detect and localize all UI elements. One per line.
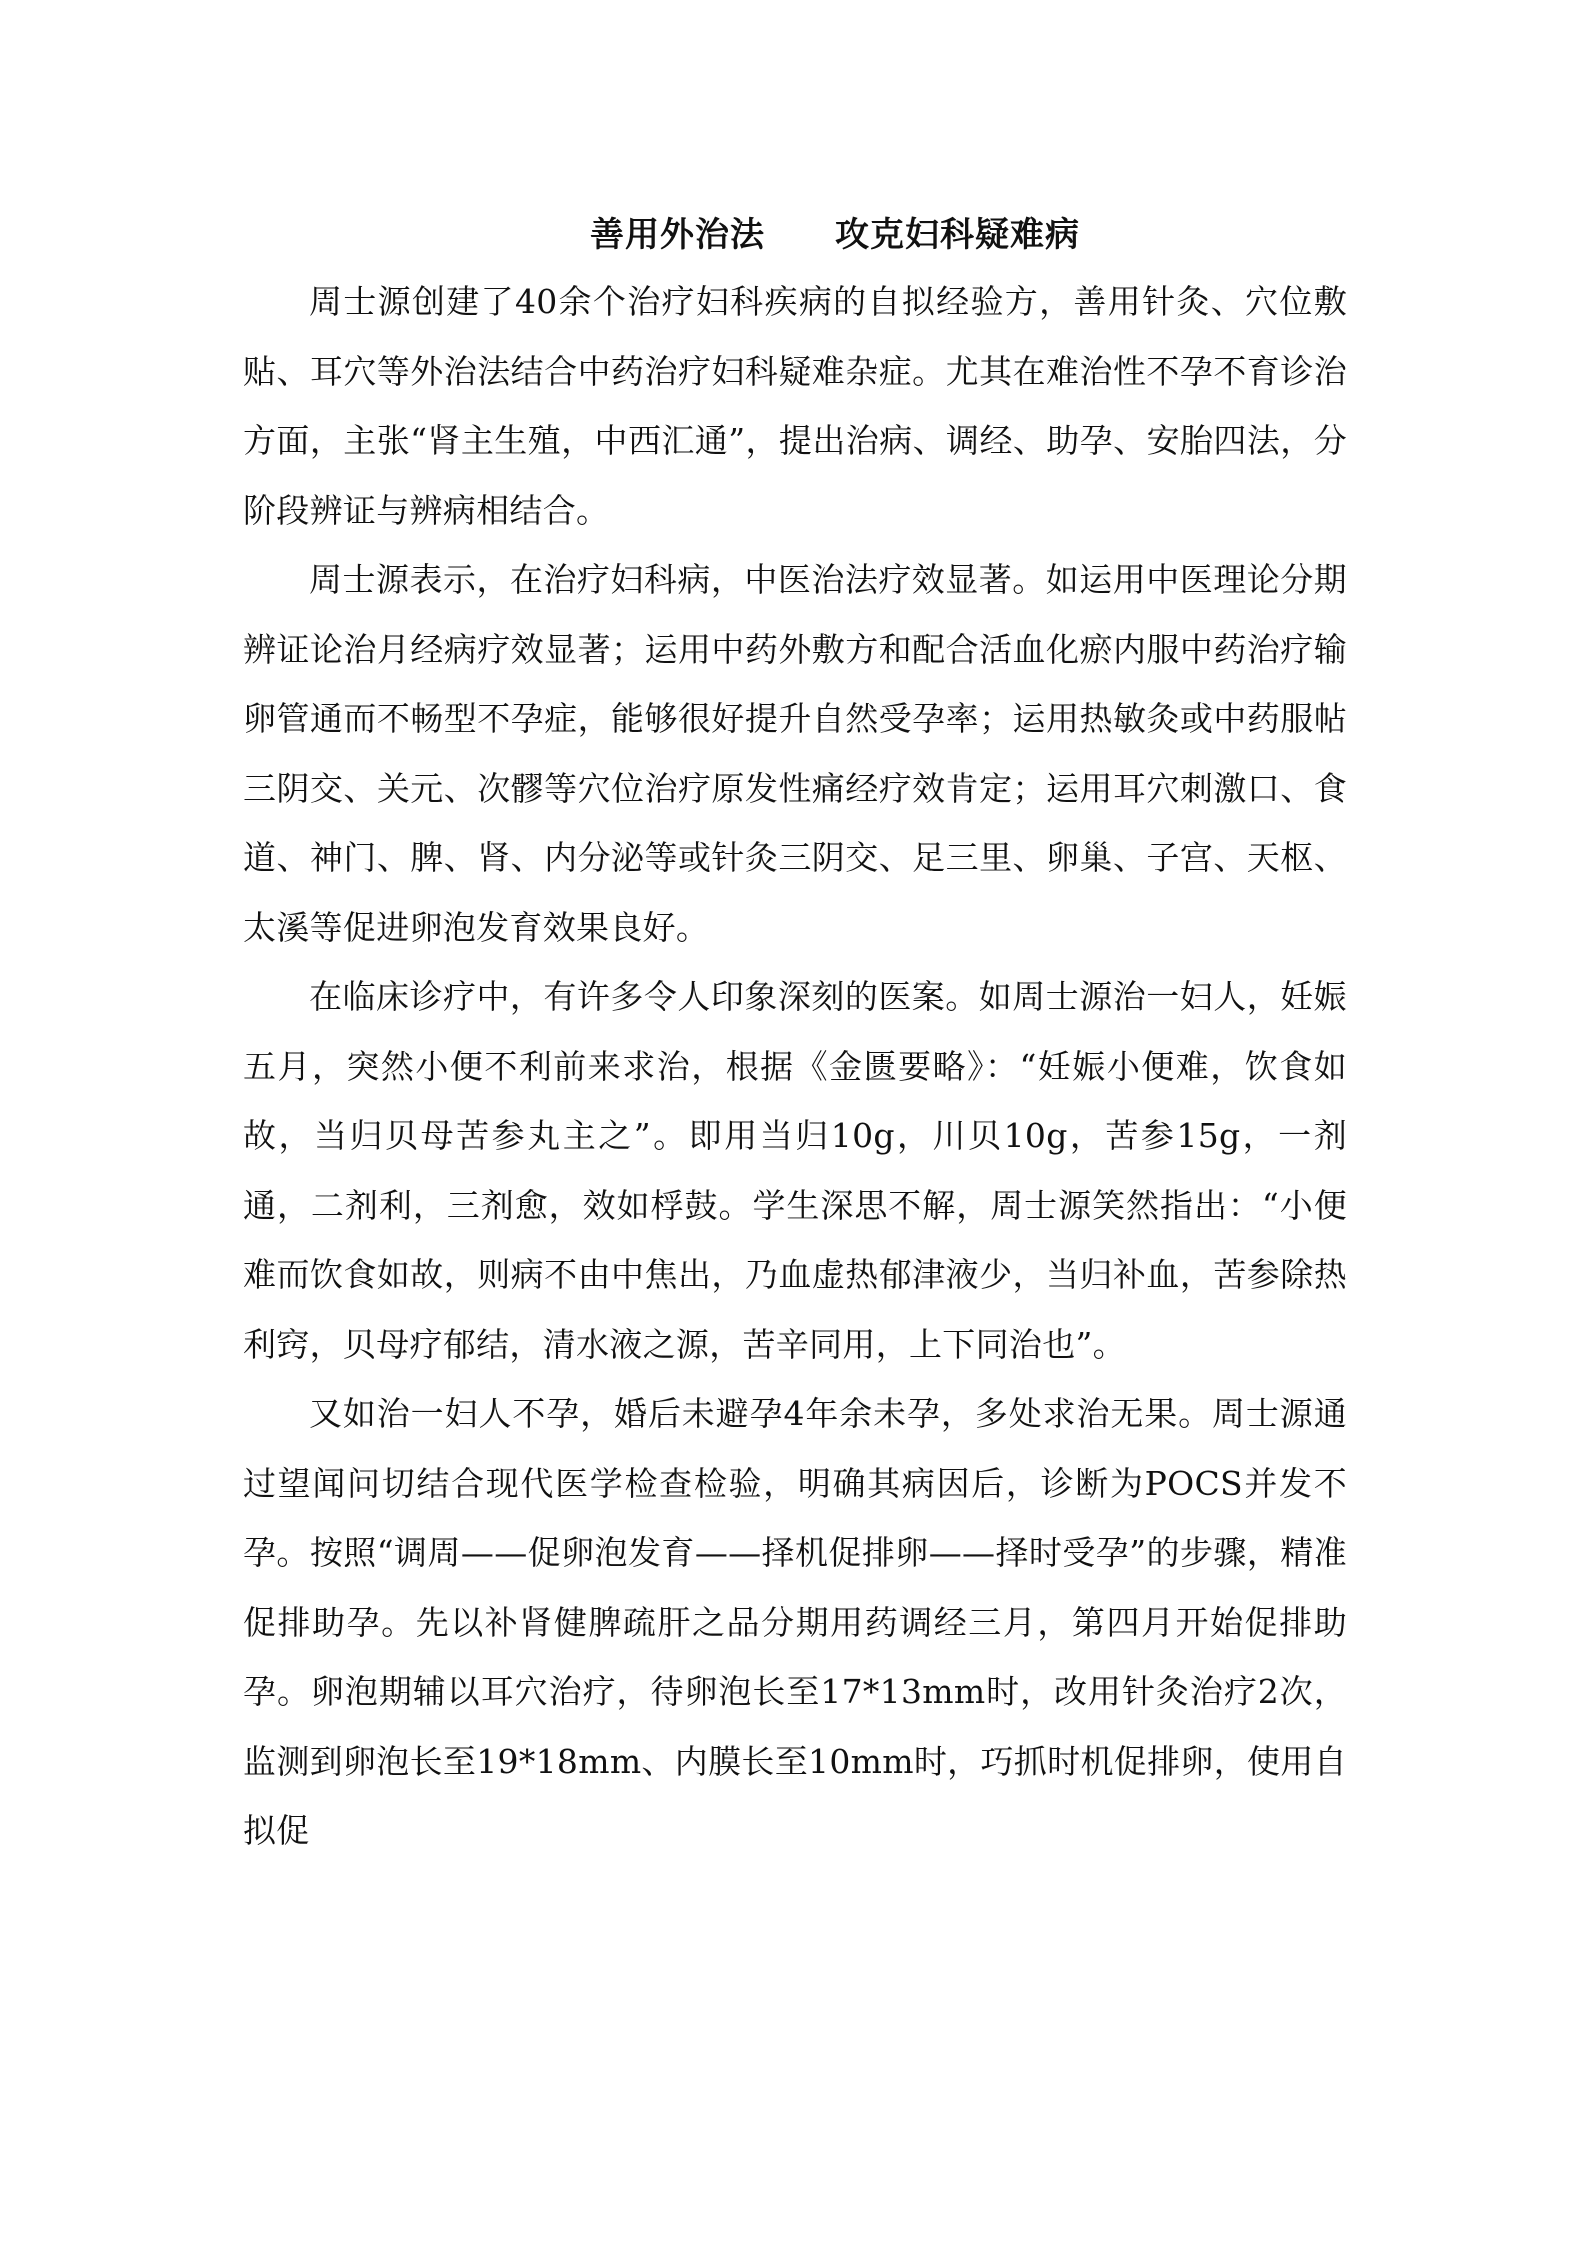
article-body bbox=[243, 205, 1347, 1866]
paragraph-2: 周士源表示，在治疗妇科病，中医治法疗效显著。如运用中医理论分期辨证论治月经病疗效显著；运用中药外敷方和配合活血化瘀内服中药治疗输卵管通而不畅型不孕症，能够很好提升自然受孕率；运用热敏灸或中药服帖三阴交、关元、次髎等穴位治疗原发性痛经疗效肯定；运用耳穴刺激口、食道、神门、脾、肾、内分泌等或针灸三阴交、足三里、卵巢、子宫、天枢、太溪等促进卵泡发育效果良好。 bbox=[243, 560, 1347, 947]
paragraph-3: 在临床诊疗中，有许多令人印象深刻的医案。如周士源治一妇人，妊娠五月，突然小便不利前来求治，根据《金匮要略》：“妊娠小便难，饮食如故，当归贝母苦参丸主之”。即用当归10g，川贝10g，苦参15g，一剂通，二剂利，三剂愈，效如桴鼓。学生深思不解，周士源笑然指出：“小便难而饮食如故，则病不由中焦出，乃血虚热郁津液少，当归补血，苦参除热利窍，贝母疗郁结，清水液之源，苦辛同用，上下同治也”。 bbox=[243, 977, 1347, 1364]
paragraph-4: 又如治一妇人不孕，婚后未避孕4年余未孕，多处求治无果。周士源通过望闻问切结合现代医学检查检验，明确其病因后，诊断为POCS并发不孕。按照“调周——促卵泡发育——择机促排卵——择时受孕”的步骤，精准促排助孕。先以补肾健脾疏肝之品分期用药调经三月，第四月开始促排助孕。卵泡期辅以耳穴治疗，待卵泡长至17*13mm时，改用针灸治疗2次，监测到卵泡长至19*18mm、内膜长至10mm时，巧抓时机促排卵，使用自拟促 bbox=[243, 1394, 1347, 1850]
paragraph-1: 周士源创建了40余个治疗妇科疾病的自拟经验方，善用针灸、穴位敷贴、耳穴等外治法结合中药治疗妇科疑难杂症。尤其在难治性不孕不育诊治方面，主张“肾主生殖，中西汇通”，提出治病、调经、助孕、安胎四法，分阶段辨证与辨病相结合。 bbox=[243, 282, 1347, 530]
article-title: 善用外治法 攻克妇科疑难病 bbox=[590, 215, 1080, 255]
